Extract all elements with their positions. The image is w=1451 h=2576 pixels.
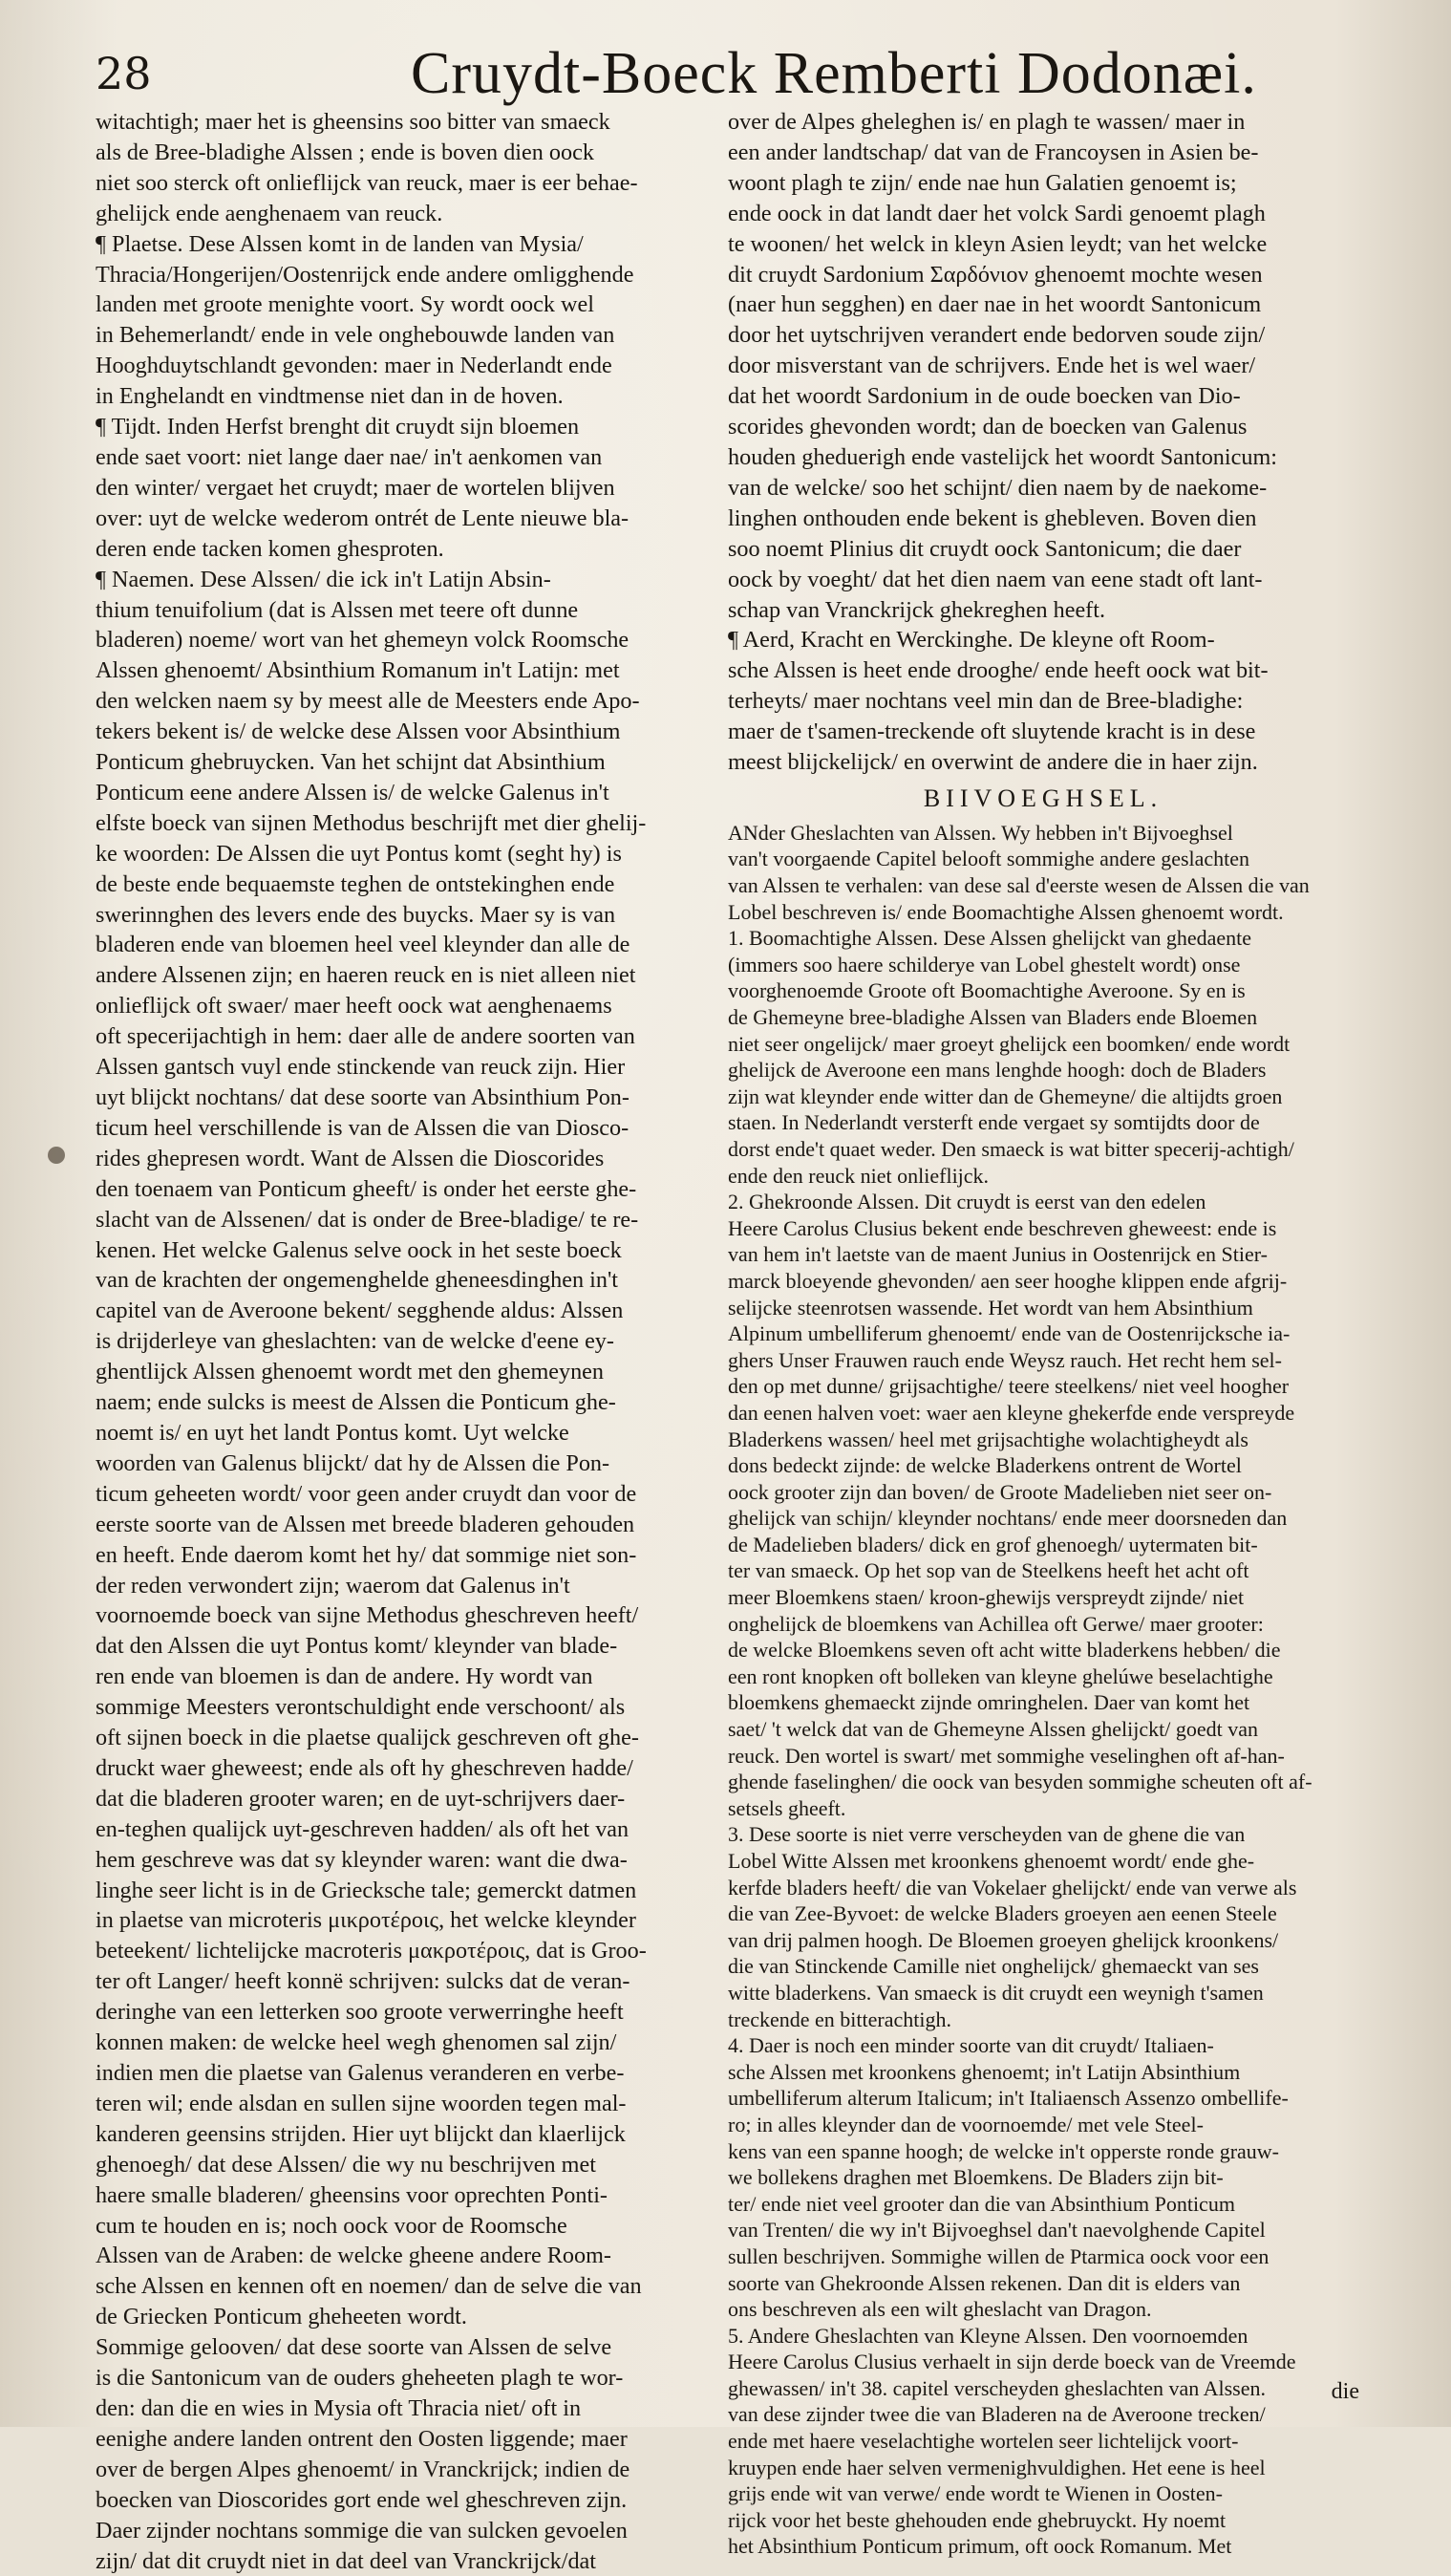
text-line: soorte van Ghekroonde Alssen rekenen. Dan dit is elders van xyxy=(728,2270,1358,2297)
ink-stain xyxy=(48,1147,65,1164)
text-line: slacht van de Alssenen/ dat is onder de Bree-bladige/ te re- xyxy=(96,1205,707,1235)
text-line: 1. Boomachtighe Alssen. Dese Alssen ghelijckt van ghedaente xyxy=(728,925,1358,952)
text-line: terheyts/ maer nochtans veel min dan de Bree-bladighe: xyxy=(728,686,1358,717)
text-line: saet/ 't welck dat van de Ghemeyne Alssen ghelijckt/ goedt van xyxy=(728,1716,1358,1743)
text-line: ende met haere veselachtighe wortelen seer lichtelijck voort- xyxy=(728,2428,1358,2455)
text-line: die van Stinckende Camille niet onghelijck/ ghemaeckt van ses xyxy=(728,1953,1358,1980)
text-line: oock grooter zijn dan boven/ de Groote Madelieben niet seer on- xyxy=(728,1479,1358,1506)
text-line: oft sijnen boeck in die plaetse qualijck geschreven oft ghe- xyxy=(96,1723,707,1753)
text-line: te woonen/ het welck in kleyn Asien leydt; van het welcke xyxy=(728,229,1358,260)
text-line: tekers bekent is/ de welcke dese Alssen voor Absinthium xyxy=(96,717,707,747)
text-line: de Griecken Ponticum gheheeten wordt. xyxy=(96,2302,707,2332)
page-header xyxy=(96,36,1356,113)
text-line: elfste boeck van sijnen Methodus beschrijft met dier ghelij- xyxy=(96,808,707,839)
text-line: oock by voeght/ dat het dien naem van eene stadt oft lant- xyxy=(728,565,1358,595)
text-line: over de bergen Alpes ghenoemt/ in Vranckrijck; indien de xyxy=(96,2455,707,2485)
text-line: scorides ghevonden wordt; dan de boecken van Galenus xyxy=(728,412,1358,442)
text-line: 3. Dese soorte is niet verre verscheyden van de ghene die van xyxy=(728,1821,1358,1848)
text-line: in plaetse van microteris μικροτέροις, het welcke kleynder xyxy=(96,1905,707,1936)
text-line: 2. Ghekroonde Alssen. Dit cruydt is eerst van den edelen xyxy=(728,1189,1358,1215)
text-line: andere Alssenen zijn; en haeren reuck en is niet alleen niet xyxy=(96,960,707,991)
text-line: we bollekens draghen met Bloemkens. De Bladers zijn bit- xyxy=(728,2164,1358,2191)
right-column-bottom xyxy=(728,820,1358,2560)
text-line: maer de t'samen-treckende oft sluytende kracht is in dese xyxy=(728,717,1358,747)
text-line: den welcken naem sy by meest alle de Meesters ende Apo- xyxy=(96,686,707,717)
text-line: selijcke steenrotsen wassende. Het wordt van hem Absinthium xyxy=(728,1295,1358,1321)
text-line: van de welcke/ soo het schijnt/ dien naem by de naekome- xyxy=(728,473,1358,504)
text-line: ende den reuck niet onlieflijck. xyxy=(728,1163,1358,1190)
text-line: in Enghelandt en vindtmense niet dan in de hoven. xyxy=(96,381,707,412)
text-line: ghelijck van schijn/ kleynder nochtans/ ende meer doorsneden dan xyxy=(728,1505,1358,1532)
text-line: sche Alssen is heet ende drooghe/ ende heeft oock wat bit- xyxy=(728,655,1358,686)
text-line: Alssen van de Araben: de welcke gheene andere Room- xyxy=(96,2241,707,2271)
text-line: en heeft. Ende daerom komt het hy/ dat sommige niet son- xyxy=(96,1540,707,1571)
text-line: zijn wat kleynder ende witter dan de Ghemeyne/ die altijdts groen xyxy=(728,1084,1358,1110)
text-line: dons bedeckt zijnde: de welcke Bladerkens ontrent de Wortel xyxy=(728,1452,1358,1479)
text-line: ¶ Plaetse. Dese Alssen komt in de landen van Mysia/ xyxy=(96,229,707,260)
text-line: de beste ende bequaemste teghen de ontstekinghen ende xyxy=(96,869,707,900)
text-line: kens van een spanne hoogh; de welcke in't opperste ronde grauw- xyxy=(728,2138,1358,2165)
text-line: van Alssen te verhalen: van dese sal d'eerste wesen de Alssen die van xyxy=(728,872,1358,899)
text-line: zijn/ dat dit cruydt niet in dat deel van Vranckrijck/dat xyxy=(96,2546,707,2576)
text-line: swerinnghen des levers ende des buycks. Maer sy is van xyxy=(96,900,707,931)
text-line: (immers soo haere schilderye van Lobel ghestelt wordt) onse xyxy=(728,952,1358,978)
text-line: der reden verwondert zijn; waerom dat Galenus in't xyxy=(96,1571,707,1601)
text-line: marck bloeyende ghevonden/ aen seer hooghe klippen ende afgrij- xyxy=(728,1268,1358,1295)
text-line: eenighe andere landen ontrent den Oosten liggende; maer xyxy=(96,2424,707,2455)
text-line: woont plagh te zijn/ ende nae hun Galatien genoemt is; xyxy=(728,168,1358,199)
text-line: dat die bladeren grooter waren; en de uyt-schrijvers daer- xyxy=(96,1784,707,1814)
text-line: konnen maken: de welcke heel wegh ghenomen sal zijn/ xyxy=(96,2028,707,2058)
text-line: ticum heel verschillende is van de Alssen die van Diosco- xyxy=(96,1113,707,1144)
text-line: sullen beschrijven. Sommighe willen de Ptarmica oock voor een xyxy=(728,2243,1358,2270)
text-line: bladeren ende van bloemen heel veel kleynder dan alle de xyxy=(96,930,707,960)
text-line: reuck. Den wortel is swart/ met sommighe veselinghen oft af-han- xyxy=(728,1743,1358,1770)
text-line: van drij palmen hoogh. De Bloemen groeyen ghelijck kroonkens/ xyxy=(728,1927,1358,1954)
text-line: rijck voor het beste ghehouden ende ghebruyckt. Hy noemt xyxy=(728,2507,1358,2534)
text-line: deringhe van een letterken soo groote verwerringhe heeft xyxy=(96,1997,707,2028)
text-line: sche Alssen met kroonkens ghenoemt; in't Latijn Absinthium xyxy=(728,2059,1358,2086)
text-line: sommige Meesters verontschuldight ende verschoont/ als xyxy=(96,1692,707,1723)
text-line: ghelijck de Averoone een mans lenghde hoogh: doch de Bladers xyxy=(728,1057,1358,1084)
text-line: die van Zee-Byvoet: de welcke Bladers groeyen aen eenen Steele xyxy=(728,1900,1358,1927)
text-line: van hem in't laetste van de maent Junius in Oostenrijck en Stier- xyxy=(728,1241,1358,1268)
section-title: BIIVOEGHSEL. xyxy=(728,784,1358,814)
text-line: Ponticum ghebruycken. Van het schijnt dat Absinthium xyxy=(96,747,707,778)
text-line: een ander landtschap/ dat van de Francoysen in Asien be- xyxy=(728,138,1358,168)
text-line: bloemkens ghemaeckt zijnde omringhelen. Daer van komt het xyxy=(728,1689,1358,1716)
text-line: onghelijck de bloemkens van Achillea oft Gerwe/ maer grooter: xyxy=(728,1611,1358,1638)
text-line: cum te houden en is; noch oock voor de Roomsche xyxy=(96,2211,707,2242)
text-line: (naer hun segghen) en daer nae in het woordt Santonicum xyxy=(728,290,1358,320)
text-line: bladeren) noeme/ wort van het ghemeyn volck Roomsche xyxy=(96,625,707,655)
text-line: over de Alpes gheleghen is/ en plagh te wassen/ maer in xyxy=(728,107,1358,138)
text-line: ons beschreven als een wilt gheslacht van Dragon. xyxy=(728,2296,1358,2323)
text-line: door misverstant van de schrijvers. Ende het is wel waer/ xyxy=(728,351,1358,381)
text-line: de Madelieben bladers/ dick en grof ghenoegh/ uytermaten bit- xyxy=(728,1532,1358,1558)
text-line: den toenaem van Ponticum gheeft/ is onder het eerste ghe- xyxy=(96,1174,707,1205)
text-line: ro; in alles kleynder dan de voornoemde/ met vele Steel- xyxy=(728,2112,1358,2138)
text-line: in Behemerlandt/ ende in vele onghebouwde landen van xyxy=(96,320,707,351)
text-line: hem geschreve was dat sy kleynder waren: want die dwa- xyxy=(96,1845,707,1876)
text-line: ¶ Aerd, Kracht en Werckinghe. De kleyne oft Room- xyxy=(728,625,1358,655)
text-line: witte bladerkens. Van smaeck is dit cruydt een weynigh t'samen xyxy=(728,1980,1358,2007)
text-line: Bladerkens wassen/ heel met grijsachtighe wolachtigheydt als xyxy=(728,1427,1358,1453)
text-line: de Ghemeyne bree-bladighe Alssen van Bladers ende Bloemen xyxy=(728,1004,1358,1031)
text-line: indien men die plaetse van Galenus veranderen en verbe- xyxy=(96,2058,707,2089)
text-line: meest blijckelijck/ en overwint de andere die in haer zijn. xyxy=(728,747,1358,778)
text-line: kerfde bladers heeft/ die van Vokelaer ghelijckt/ ende van verwe als xyxy=(728,1875,1358,1901)
text-line: thium tenuifolium (dat is Alssen met teere oft dunne xyxy=(96,595,707,626)
text-line: een ront knopken oft bolleken van kleyne ghelúwe beselachtighe xyxy=(728,1664,1358,1690)
text-line: noemt is/ en uyt het landt Pontus komt. Uyt welcke xyxy=(96,1418,707,1449)
text-line: ter van smaeck. Op het sop van de Steelkens heeft het acht oft xyxy=(728,1557,1358,1584)
text-line: capitel van de Averoone bekent/ segghende aldus: Alssen xyxy=(96,1296,707,1326)
text-line: boecken van Dioscorides gort ende wel gheschreven zijn. xyxy=(96,2485,707,2516)
text-line: naem; ende sulcks is meest de Alssen die Ponticum ghe- xyxy=(96,1387,707,1418)
text-line: ghentlijck Alssen ghenoemt wordt met den ghemeynen xyxy=(96,1357,707,1387)
text-line: den winter/ vergaet het cruydt; maer de wortelen blijven xyxy=(96,473,707,504)
running-title: Cruydt-Boeck Remberti Dodonæi. xyxy=(411,40,1257,108)
text-line: en-teghen qualijck uyt-geschreven hadden/ als oft het van xyxy=(96,1814,707,1845)
text-line: voorghenoemde Groote oft Boomachtighe Averoone. Sy en is xyxy=(728,977,1358,1004)
text-line: Heere Carolus Clusius bekent ende beschreven gheweest: ende is xyxy=(728,1215,1358,1242)
text-line: van Trenten/ die wy in't Bijvoeghsel dan't naevolghende Capitel xyxy=(728,2217,1358,2243)
text-line: Sommige gelooven/ dat dese soorte van Alssen de selve xyxy=(96,2332,707,2363)
text-line: woorden van Galenus blijckt/ dat hy de Alssen die Pon- xyxy=(96,1449,707,1479)
right-column-top xyxy=(728,107,1358,778)
text-line: haere smalle bladeren/ gheensins voor oprechten Ponti- xyxy=(96,2180,707,2211)
page-number: 28 xyxy=(96,48,152,99)
text-line: druckt waer gheweest; ende als oft hy gheschreven hadde/ xyxy=(96,1753,707,1784)
text-line: ter/ ende niet veel grooter dan die van Absinthium Ponticum xyxy=(728,2191,1358,2218)
left-column xyxy=(96,107,707,2576)
text-line: van dese zijnder twee die van Bladeren na de Averoone trecken/ xyxy=(728,2401,1358,2428)
text-line: de welcke Bloemkens seven oft acht witte bladerkens hebben/ die xyxy=(728,1637,1358,1664)
text-line: Alssen ghenoemt/ Absinthium Romanum in't Latijn: met xyxy=(96,655,707,686)
text-line: niet seer ongelijck/ maer groeyt ghelijck een boomken/ ende wordt xyxy=(728,1031,1358,1058)
text-line: over: uyt de welcke wederom ontrét de Lente nieuwe bla- xyxy=(96,504,707,534)
text-line: onlieflijck oft swaer/ maer heeft oock wat aenghenaems xyxy=(96,991,707,1021)
catchword: die xyxy=(1332,2379,1359,2405)
text-line: Alpinum umbelliferum ghenoemt/ ende van de Oostenrijcksche ia- xyxy=(728,1320,1358,1347)
text-line: witachtigh; maer het is gheensins soo bitter van smaeck xyxy=(96,107,707,138)
text-line: dat den Alssen die uyt Pontus komt/ kleynder van blade- xyxy=(96,1631,707,1662)
text-line: ghenoegh/ dat dese Alssen/ die wy nu beschrijven met xyxy=(96,2150,707,2180)
text-line: Lobel Witte Alssen met kroonkens ghenoemt wordt/ ende ghe- xyxy=(728,1848,1358,1875)
text-line: setsels gheeft. xyxy=(728,1795,1358,1822)
text-line: Ponticum eene andere Alssen is/ de welcke Galenus in't xyxy=(96,778,707,808)
text-line: is die Santonicum van de ouders gheheeten plagh te wor- xyxy=(96,2363,707,2394)
text-line: linghe seer licht is in de Griecksche tale; gemerckt datmen xyxy=(96,1876,707,1906)
text-line: kenen. Het welcke Galenus selve oock in het seste boeck xyxy=(96,1235,707,1266)
text-line: ren ende van bloemen is dan de andere. Hy wordt van xyxy=(96,1662,707,1692)
text-line: den op met dunne/ grijsachtighe/ teere steelkens/ niet veel hoogher xyxy=(728,1373,1358,1400)
text-line: niet soo sterck oft onlieflijck van reuck, maer is eer behae- xyxy=(96,168,707,199)
text-line: Thracia/Hongerijen/Oostenrijck ende andere omligghende xyxy=(96,260,707,290)
text-line: door het uytschrijven verandert ende bedorven soude zijn/ xyxy=(728,320,1358,351)
text-line: ghewassen/ in't 38. capitel verscheyden gheslachten van Alssen. xyxy=(728,2375,1358,2402)
text-line: linghen onthouden ende bekent is ghebleven. Boven dien xyxy=(728,504,1358,534)
text-line: rides ghepresen wordt. Want de Alssen die Dioscorides xyxy=(96,1144,707,1174)
text-line: Alssen gantsch vuyl ende stinckende van reuck zijn. Hier xyxy=(96,1052,707,1083)
text-line: dan eenen halven voet: waer aen kleyne ghekerfde ende verspreyde xyxy=(728,1400,1358,1427)
text-line: dit cruydt Sardonium Σαρδόνιον ghenoemt mochte wesen xyxy=(728,260,1358,290)
text-line: van't voorgaende Capitel belooft sommighe andere geslachten xyxy=(728,846,1358,872)
text-line: ANder Gheslachten van Alssen. Wy hebben in't Bijvoeghsel xyxy=(728,820,1358,847)
text-line: kruypen ende haer selven vermenighvuldighen. Het eene is heel xyxy=(728,2455,1358,2481)
text-line: ¶ Naemen. Dese Alssen/ die ick in't Latijn Absin- xyxy=(96,565,707,595)
text-line: Lobel beschreven is/ ende Boomachtighe Alssen ghenoemt wordt. xyxy=(728,899,1358,926)
text-line: beteekent/ lichtelijcke macroteris μακροτέροις, dat is Groo- xyxy=(96,1936,707,1966)
text-line: als de Bree-bladighe Alssen ; ende is boven dien oock xyxy=(96,138,707,168)
text-line: dorst ende't quaet weder. Den smaeck is wat bitter specerij-achtigh/ xyxy=(728,1136,1358,1163)
text-line: ¶ Tijdt. Inden Herfst brenght dit cruydt sijn bloemen xyxy=(96,412,707,442)
text-line: schap van Vranckrijck ghekreghen heeft. xyxy=(728,595,1358,626)
text-line: uyt blijckt nochtans/ dat dese soorte van Absinthium Pon- xyxy=(96,1083,707,1113)
text-line: umbelliferum alterum Italicum; in't Italiaensch Assenzo ombellife- xyxy=(728,2085,1358,2112)
text-line: is drijderleye van gheslachten: van de welcke d'eene ey- xyxy=(96,1326,707,1357)
right-column xyxy=(728,107,1358,2560)
text-line: landen met groote menighte voort. Sy wordt oock wel xyxy=(96,290,707,320)
text-line: staen. In Nederlandt versterft ende vergaet sy somtijdts door de xyxy=(728,1109,1358,1136)
text-line: deren ende tacken komen ghesproten. xyxy=(96,534,707,565)
text-line: ghende faselinghen/ die oock van besyden sommighe scheuten oft af- xyxy=(728,1769,1358,1795)
text-line: ticum geheeten wordt/ voor geen ander cruydt dan voor de xyxy=(96,1479,707,1510)
text-line: meer Bloemkens staen/ kroon-ghewijs verspreydt zijnde/ niet xyxy=(728,1584,1358,1611)
text-line: ende saet voort: niet lange daer nae/ in't aenkomen van xyxy=(96,442,707,473)
text-line: eerste soorte van de Alssen met breede bladeren gehouden xyxy=(96,1510,707,1540)
text-line: kanderen geensins strijden. Hier uyt blijckt dan klaerlijck xyxy=(96,2119,707,2150)
text-line: voornoemde boeck van sijne Methodus gheschreven heeft/ xyxy=(96,1600,707,1631)
text-line: soo noemt Plinius dit cruydt oock Santonicum; die daer xyxy=(728,534,1358,565)
text-line: houden gheduerigh ende vastelijck het woordt Santonicum: xyxy=(728,442,1358,473)
text-line: sche Alssen en kennen oft en noemen/ dan de selve die van xyxy=(96,2271,707,2302)
text-line: grijs ende wit van verwe/ ende wordt te Wienen in Oosten- xyxy=(728,2480,1358,2507)
text-line: het Absinthium Ponticum primum, oft oock Romanum. Met xyxy=(728,2533,1358,2560)
text-line: teren wil; ende alsdan en sullen sijne woorden tegen mal- xyxy=(96,2089,707,2119)
text-line: ter oft Langer/ heeft konnë schrijven: sulcks dat de veran- xyxy=(96,1966,707,1997)
text-line: den: dan die en wies in Mysia oft Thracia niet/ oft in xyxy=(96,2394,707,2424)
text-line: 4. Daer is noch een minder soorte van dit cruydt/ Italiaen- xyxy=(728,2032,1358,2059)
text-line: ende oock in dat landt daer het volck Sardi genoemt plagh xyxy=(728,199,1358,229)
text-line: oft specerijachtigh in hem: daer alle de andere soorten van xyxy=(96,1021,707,1052)
text-line: treckende en bitterachtigh. xyxy=(728,2007,1358,2033)
text-line: ghers Unser Frauwen rauch ende Weysz rauch. Het recht hem sel- xyxy=(728,1347,1358,1374)
text-line: 5. Andere Gheslachten van Kleyne Alssen. Den voornoemden xyxy=(728,2323,1358,2350)
text-line: van de krachten der ongemenghelde gheneesdinghen in't xyxy=(96,1265,707,1296)
text-line: Heere Carolus Clusius verhaelt in sijn derde boeck van de Vreemde xyxy=(728,2349,1358,2375)
text-line: Hooghduytschlandt gevonden: maer in Nederlandt ende xyxy=(96,351,707,381)
text-line: ke woorden: De Alssen die uyt Pontus komt (seght hy) is xyxy=(96,839,707,869)
text-line: Daer zijnder nochtans sommige die van sulcken gevoelen xyxy=(96,2516,707,2546)
text-line: ghelijck ende aenghenaem van reuck. xyxy=(96,199,707,229)
text-line: dat het woordt Sardonium in de oude boecken van Dio- xyxy=(728,381,1358,412)
